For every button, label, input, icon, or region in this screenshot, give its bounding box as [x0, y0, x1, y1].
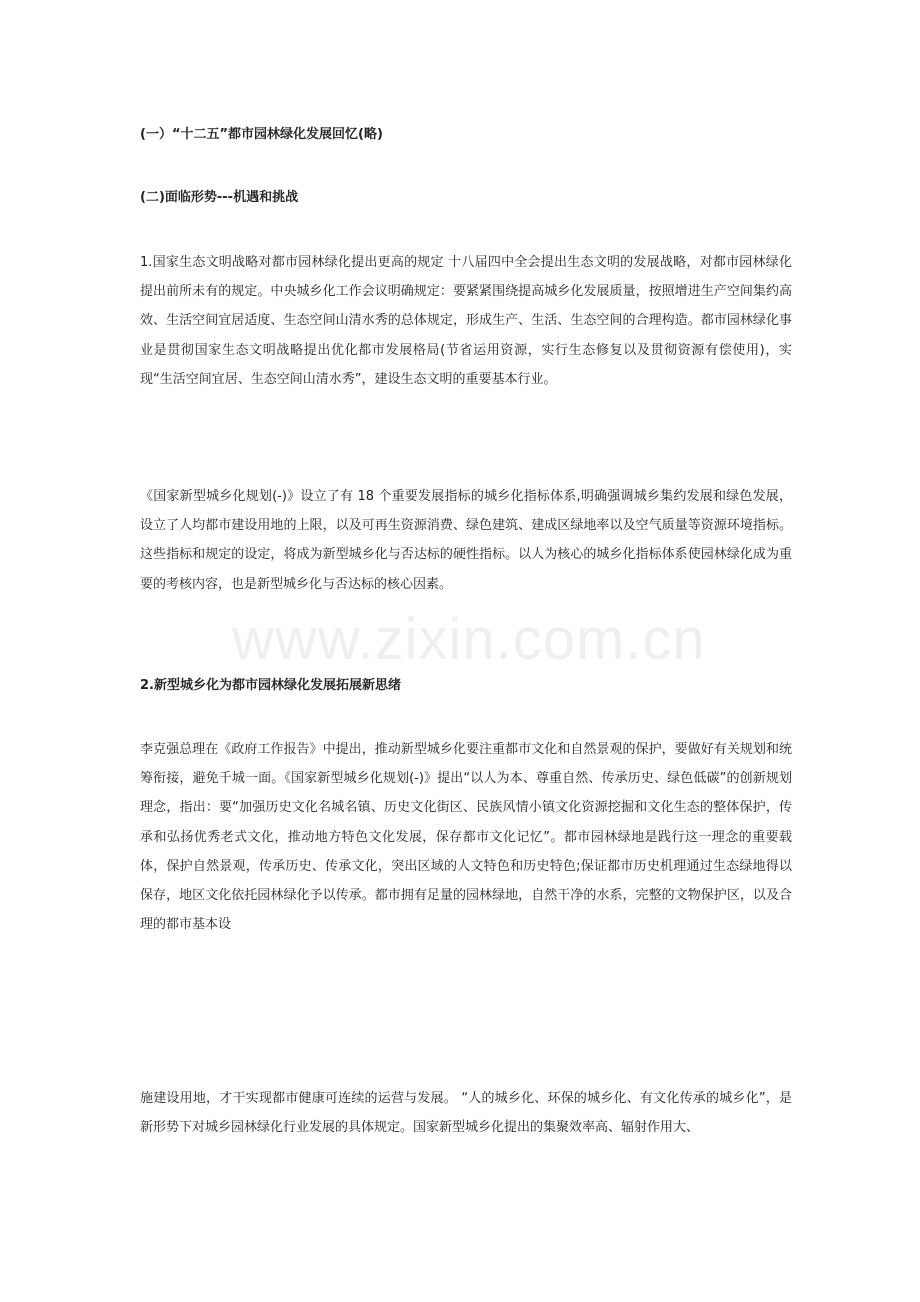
paragraph-sustainable-development: 施建设用地，才干实现都市健康可连续的运营与发展。 “人的城乡化、环保的城乡化、有文化传承的城乡化”，是新形势下对城乡园林绿化行业发展的具体规定。国家新型城乡化提出的集聚效率高、辐射作用大、	[140, 1091, 792, 1136]
paragraph-urbanization-plan: 《国家新型城乡化规划(-)》设立了有 18 个重要发展指标的城乡化指标体系,明确强调城乡集约发展和绿色发展，设立了人均都市建设用地的上限，以及可再生资源消费、绿色建筑、建成区绿地率以及空气质量等资源环境指标。这些指标和规定的设定，将成为新型城乡化与否达标的硬性指标。以人为核心的城乡化指标体系使园林绿化成为重要的考核内容，也是新型城乡化与否达标的核心因素。	[140, 489, 792, 592]
section-heading-situation: (二)面临形势---机遇和挑战	[140, 190, 299, 205]
section-heading-review: (一）“十二五”都市园林绿化发展回忆(略)	[140, 127, 383, 142]
watermark: www.zixin.com.cn	[232, 607, 706, 672]
section-heading-new-ideas: 2.新型城乡化为都市园林绿化发展拓展新思绪	[140, 678, 401, 693]
paragraph-ecological-strategy: 1.国家生态文明战略对都市园林绿化提出更高的规定 十八届四中全会提出生态文明的发展战略，对都市园林绿化提出前所未有的规定。中央城乡化工作会议明确规定：要紧紧围绕提高城乡化发展质量，按照增进生产空间集约高效、生活空间宜居适度、生态空间山清水秀的总体规定，形成生产、生活、生态空间的合理构造。都市园林绿化事业是贯彻国家生态文明战略提出优化都市发展格局(节省运用资源，实行生态修复以及贯彻资源有偿使用)，实现“生活空间宜居、生态空间山清水秀”，建设生态文明的重要基本行业。	[140, 255, 792, 387]
paragraph-government-report: 李克强总理在《政府工作报告》中提出，推动新型城乡化要注重都市文化和自然景观的保护，要做好有关规划和统筹衔接，避免千城一面。《国家新型城乡化规划(-)》提出“以人为本、尊重自然、传承历史、绿色低碳”的创新规划理念，指出：要“加强历史文化名城名镇、历史文化街区、民族风情小镇文化资源挖掘和文化生态的整体保护，传承和弘扬优秀老式文化，推动地方特色文化发展，保存都市文化记忆”。都市园林绿地是践行这一理念的重要载体，保护自然景观，传承历史、传承文化，突出区域的人文特色和历史特色;保证都市历史机理通过生态绿地得以保存，地区文化依托园林绿化予以传承。都市拥有足量的园林绿地，自然干净的水系，完整的文物保护区，以及合理的都市基本设	[140, 742, 792, 933]
